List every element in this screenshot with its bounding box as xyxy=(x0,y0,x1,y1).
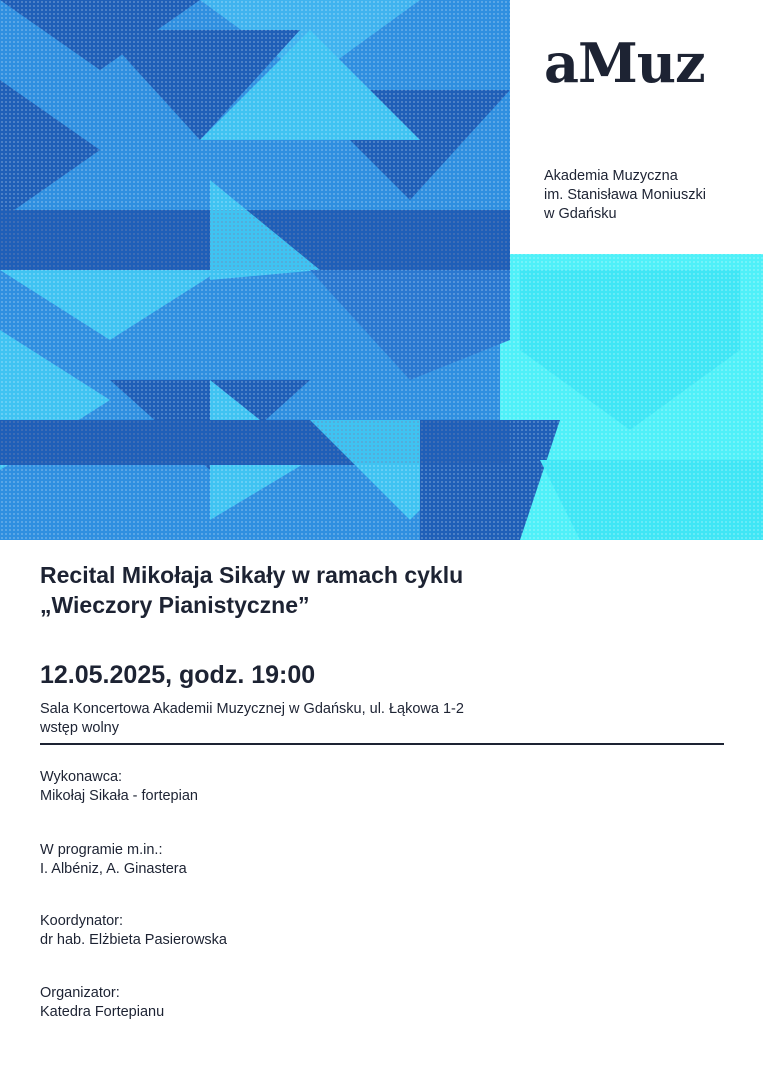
amuz-logo: aMuz xyxy=(544,31,705,95)
section-program xyxy=(40,841,187,879)
event-title-line: Recital Mikołaja Sikały w ramach cyklu xyxy=(40,562,464,588)
section-coordinator xyxy=(40,912,227,950)
institution-line: Akademia Muzyczna xyxy=(544,168,678,184)
section-value: I. Albéniz, A. Ginastera xyxy=(40,861,187,877)
section-label: Koordynator: xyxy=(40,913,124,929)
section-value: dr hab. Elżbieta Pasierowska xyxy=(40,932,227,948)
event-title-line: „Wieczory Pianistyczne” xyxy=(40,592,310,618)
section-label: Organizator: xyxy=(40,985,120,1001)
institution-line: im. Stanisława Moniuszki xyxy=(544,187,706,203)
section-value: Katedra Fortepianu xyxy=(40,1004,165,1020)
section-label: W programie m.in.: xyxy=(40,842,163,858)
divider xyxy=(40,743,724,745)
section-performer xyxy=(40,768,198,806)
event-venue xyxy=(40,700,464,738)
section-value: Mikołaj Sikała - fortepian xyxy=(40,788,198,804)
event-datetime: 12.05.2025, godz. 19:00 xyxy=(40,661,316,689)
institution-name xyxy=(544,167,706,224)
venue-address: Sala Koncertowa Akademii Muzycznej w Gdańsku, ul. Łąkowa 1-2 xyxy=(40,701,464,717)
institution-line: w Gdańsku xyxy=(544,206,617,222)
section-organizer xyxy=(40,984,164,1022)
event-title xyxy=(40,560,463,620)
admission-info: wstęp wolny xyxy=(40,720,119,736)
section-label: Wykonawca: xyxy=(40,769,123,785)
